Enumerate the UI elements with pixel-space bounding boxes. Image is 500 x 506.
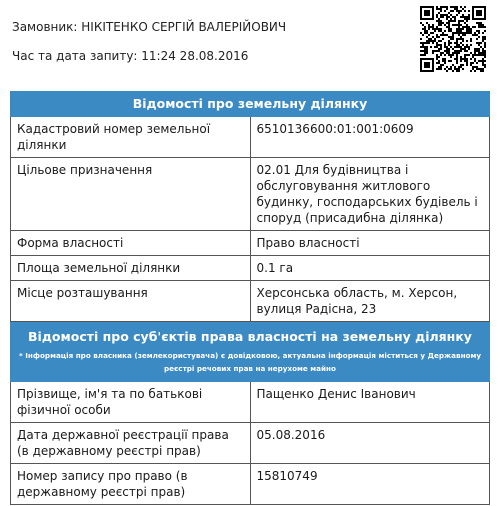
land-info-table <box>10 91 490 505</box>
record-number-label: Номер запису про право (в державному реєстрі прав) <box>11 464 251 505</box>
table-row <box>11 423 490 464</box>
purpose-value: 02.01 Для будівництва і обслуговування житлового будинку, господарських будівель і споруд (присадибна ділянка) <box>250 158 490 231</box>
request-time: Час та дата запиту: 11:24 28.08.2016 <box>12 49 249 63</box>
registration-date-label: Дата державної реєстрації права (в державному реєстрі прав) <box>11 423 251 464</box>
cadastral-number-value: 6510136600:01:001:0609 <box>250 117 490 158</box>
owner-section-header <box>11 322 490 382</box>
qr-code-icon <box>420 6 486 72</box>
table-row <box>11 464 490 505</box>
area-label: Площа земельної ділянки <box>11 256 251 281</box>
ownership-form-value: Право власності <box>250 231 490 256</box>
table-row <box>11 281 490 322</box>
table-row <box>11 158 490 231</box>
owner-name-value: Пащенко Денис Іванович <box>250 382 490 423</box>
cadastral-number-label: Кадастровий номер земельної ділянки <box>11 117 251 158</box>
owner-section-title: Відомості про суб'єктів права власності на земельну ділянку <box>28 329 472 344</box>
table-row <box>11 256 490 281</box>
table-row <box>11 231 490 256</box>
location-label: Місце розташування <box>11 281 251 322</box>
land-section-title: Відомості про земельну ділянку <box>11 92 490 117</box>
purpose-label: Цільове призначення <box>11 158 251 231</box>
record-number-value: 15810749 <box>250 464 490 505</box>
customer-name: Замовник: НІКІТЕНКО СЕРГІЙ ВАЛЕРІЙОВИЧ <box>12 20 287 34</box>
ownership-form-label: Форма власності <box>11 231 251 256</box>
area-value: 0.1 га <box>250 256 490 281</box>
table-row <box>11 382 490 423</box>
owner-name-label: Прізвище, ім'я та по батькові фізичної особи <box>11 382 251 423</box>
location-value: Херсонська область, м. Херсон, вулиця Радісна, 23 <box>250 281 490 322</box>
registration-date-value: 05.08.2016 <box>250 423 490 464</box>
table-row <box>11 117 490 158</box>
owner-section-note: * Інформація про власника (землекористувача) є довідковою, актуальна інформація міститься у Державному реєстрі речових прав на нерухоме майно <box>18 351 482 373</box>
